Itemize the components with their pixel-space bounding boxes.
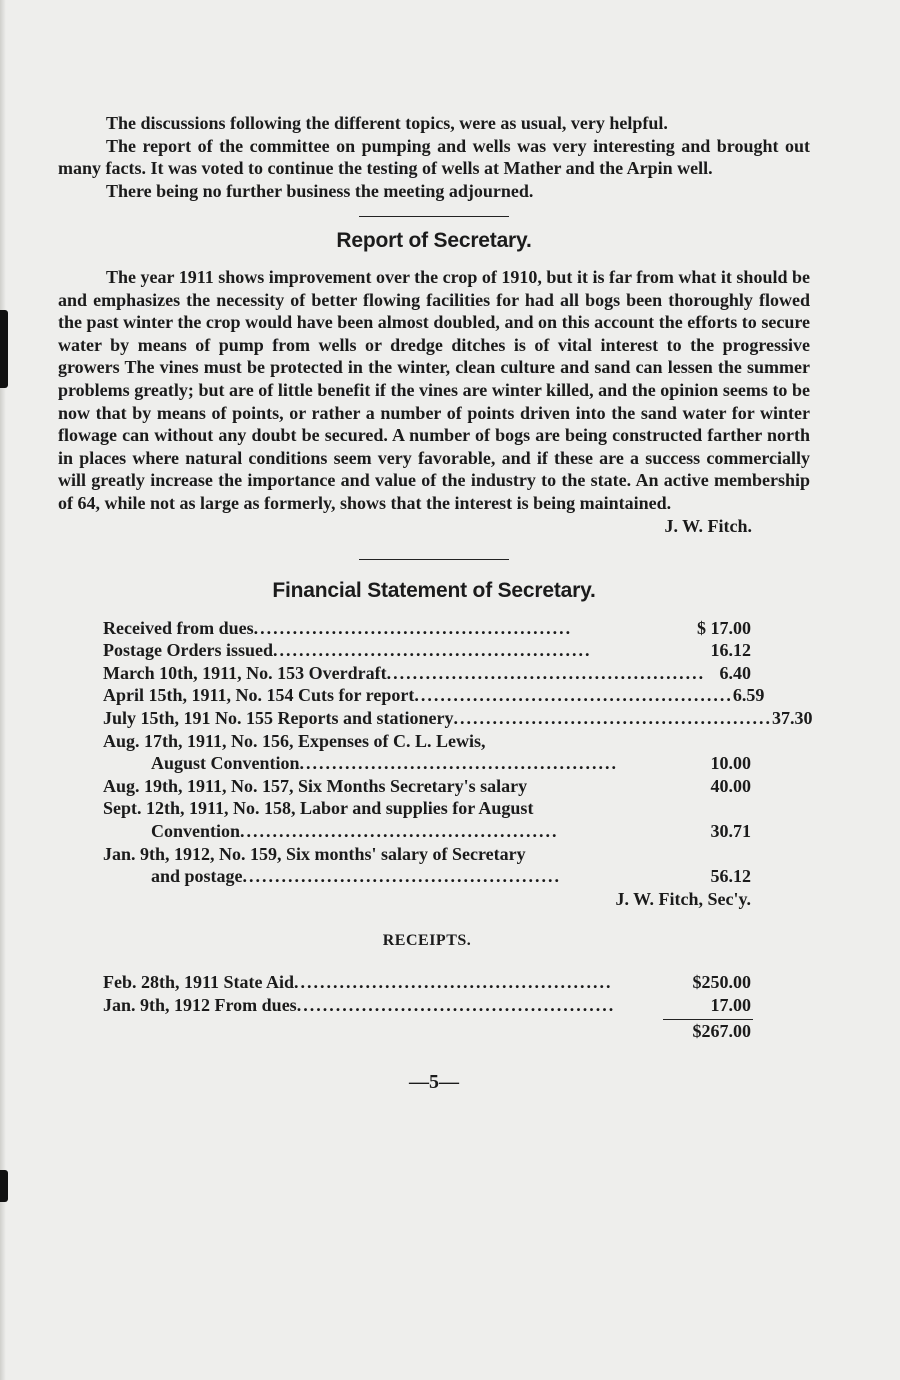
report-signature: J. W. Fitch. — [664, 515, 752, 536]
leader-dots: ................................................. — [240, 821, 559, 842]
ledger-row — [103, 820, 751, 843]
financial-title: Financial Statement of Secretary. — [272, 579, 596, 603]
receipts-title: RECEIPTS. — [382, 932, 472, 950]
page-content — [58, 112, 813, 1093]
leader-dots: ................................................. — [294, 972, 613, 992]
ledger-row — [103, 707, 813, 730]
report-body: The year 1911 shows improvement over the crop of 1910, but it is far from what it should be and emphasizes the necessity of better flowing facilities for had all bogs been thoroughly flowed the past winter the crop would have been almost doubled, and on this account the efforts to secure water by means of pump from wells or dredge ditches is of vital interest to the progressive growers The vines must be protected in the winter, clean culture and sand can lessen the summer problems greatly; but are of little benefit if the vines are winter killed, and the opinion seems to be now that by means of points, or rather a number of points driven into the sand water for winter flowage can without any doubt be secured. A number of bogs are being constructed farther north in places where natural conditions seem very favorable, and if these are a success commercially will greatly increase the importance and value of the industry to the state. An active membership of 64, while not as large as formerly, shows that the interest is being maintained. — [58, 266, 810, 513]
ledger-amount: 56.12 — [710, 866, 751, 887]
ledger-description-cont: and postage — [151, 866, 243, 887]
intro-paragraph-1: The discussions following the different topics, were as usual, very helpful. — [106, 113, 668, 133]
leader-dots: ................................................. — [453, 708, 773, 729]
receipt-row — [103, 994, 751, 1017]
section-divider — [359, 559, 509, 560]
ledger-description: Postage Orders issued — [103, 640, 273, 661]
ledger-description: Aug. 17th, 1911, No. 156, Expenses of C. L. Lewis, — [103, 730, 486, 751]
financial-ledger — [103, 617, 813, 1043]
ledger-description: April 15th, 1911, No. 154 Cuts for report — [103, 685, 415, 706]
ledger-amount: $ 17.00 — [697, 617, 751, 638]
ledger-description: Jan. 9th, 1912, No. 159, Six months' salary of Secretary — [103, 843, 526, 864]
ledger-row — [103, 662, 751, 685]
receipt-amount: 17.00 — [710, 994, 751, 1015]
binding-mark — [0, 310, 8, 388]
leader-dots: ................................................. — [273, 640, 592, 661]
intro-paragraph-2: The report of the committee on pumping and wells was very interesting and brought out many facts. It was voted to continue the testing of wells at Mather and the Arpin well. — [58, 135, 810, 179]
leader-dots: ................................................. — [296, 994, 616, 1015]
leader-dots: ................................................. — [414, 685, 733, 706]
receipt-description: Feb. 28th, 1911 State Aid — [103, 972, 295, 992]
ledger-row — [103, 752, 751, 775]
ledger-row — [103, 617, 751, 640]
ledger-amount: 16.12 — [710, 640, 751, 661]
ledger-row — [103, 775, 751, 798]
leader-dots: ................................................. — [299, 753, 619, 774]
leader-dots: ................................................. — [386, 662, 706, 683]
report-title: Report of Secretary. — [336, 229, 532, 253]
ledger-row — [103, 639, 751, 662]
ledger-row — [103, 684, 765, 707]
ledger-description: March 10th, 1911, No. 153 Overdraft — [103, 662, 387, 683]
ledger-description-cont: August Convention — [151, 753, 300, 774]
ledger-amount: 6.59 — [732, 685, 765, 706]
financial-signature: J. W. Fitch, Sec'y. — [615, 888, 751, 909]
binding-mark — [0, 1170, 8, 1202]
section-divider — [359, 216, 509, 217]
receipts-total: $267.00 — [692, 1021, 751, 1042]
ledger-amount: 10.00 — [710, 753, 751, 774]
ledger-description: Received from dues — [103, 617, 254, 638]
receipt-row — [103, 971, 751, 994]
ledger-amount: 6.40 — [719, 662, 751, 683]
intro-paragraph-3: There being no further business the meeting adjourned. — [106, 180, 534, 201]
receipt-description: Jan. 9th, 1912 From dues — [103, 994, 297, 1015]
ledger-description: July 15th, 191 No. 155 Reports and stationery — [103, 708, 454, 729]
ledger-description: Aug. 19th, 1911, No. 157, Six Months Secretary's salary — [103, 775, 528, 796]
ledger-description-cont: Convention — [151, 821, 241, 842]
ledger-description: Sept. 12th, 1911, No. 158, Labor and supplies for August — [103, 798, 534, 819]
ledger-row — [103, 865, 751, 888]
receipt-amount: $250.00 — [692, 972, 751, 992]
leader-dots: ................................................. — [242, 866, 562, 887]
ledger-amount: 37.30 — [772, 708, 813, 729]
page-number: —5— — [409, 1070, 459, 1093]
leader-dots: ................................................. — [253, 617, 573, 638]
ledger-amount: 30.71 — [710, 821, 751, 842]
ledger-amount: 40.00 — [710, 775, 751, 796]
